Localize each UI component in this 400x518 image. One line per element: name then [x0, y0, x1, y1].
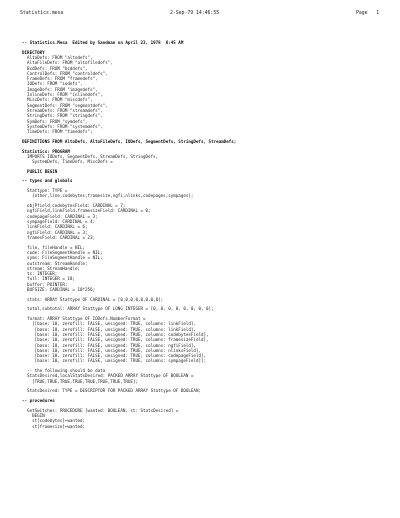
code-line: PUBLIC BEGIN [22, 168, 58, 174]
code-line: IODefs: FROM "iodefs", [22, 81, 83, 87]
code-line: linkField: CARDINAL = 6; [22, 224, 88, 230]
header-filename: Statistics.mesa [20, 11, 64, 16]
code-line: DEFINITIONS FROM AltoDefs, AltoFileDefs, IODefs, SegmentDefs, StringDefs, StreamDefs; [22, 138, 237, 144]
code-line: InlineDefs: FROM "inlinedefs", [22, 92, 103, 98]
code-line: Stattype: TYPE = [22, 188, 68, 194]
code-line: [[base: 10, zerofill: FALSE, unsigned: TRUE, columns: linkField], [22, 321, 196, 327]
code-line: SystemDefs: FROM "systemdefs", [22, 123, 103, 129]
code-line: BcdDefs: FROM "bcddefs", [22, 65, 88, 71]
code-line: StringDefs: FROM "stringdefs", [22, 113, 103, 119]
code-line: [base: 10, zerofill: FALSE, unsigned: TRUE, columns: codebytesField], [22, 331, 209, 337]
code-line: syms: FileSegmentHandle = NIL; [22, 255, 103, 261]
code-line: StatsDesired,localStatsDesired: PACKED ARRAY Stattype OF BOOLEAN = [22, 373, 194, 379]
code-line: TimeDefs: FROM "timedefs"; [22, 129, 93, 135]
source-listing [22, 40, 382, 429]
code-line: GetSwitches: PROCEDURE [wanted: BOOLEAN, st: StatsDesired] = [22, 407, 179, 413]
code-line: [base: 10, zerofill: FALSE, unsigned: TRUE, columns: codepageField], [22, 353, 207, 359]
code-line: AltoDefs: FROM "altodefs", [22, 54, 93, 60]
code-line: FrameDefs: FROM "framedefs", [22, 76, 98, 82]
code-line: total,subtotal: ARRAY Stattype OF LONG INTEGER = [0, 0, 0, 0, 0, 0, 0, 0]; [22, 306, 214, 312]
code-line: -- procedures [22, 398, 55, 404]
code-line: file, fileHandle = NIL; [22, 244, 86, 250]
code-line: buffer: POINTER; [22, 281, 68, 287]
code-line: framesField: CARDINAL = 23; [22, 234, 96, 240]
code-line: objPfield,codebytesField: CARDINAL = 7; [22, 203, 126, 209]
code-line: [base: 10, zerofill: FALSE, unsigned: TRUE, columns: linkField], [22, 326, 196, 332]
code-line: ngfiField: CARDINAL = 3; [22, 229, 88, 235]
code-line: StreamDefs: FROM "streamdefs", [22, 107, 103, 113]
code-line: [base: 10, zerofill: FALSE, unsigned: TRUE, columns: ngfiField], [22, 342, 196, 348]
code-line: -- types and globals [22, 178, 73, 184]
code-line: full: INTEGER = 18; [22, 276, 75, 282]
code-line: SystemDefs, TimeDefs, MiscDefs = [22, 159, 113, 165]
code-line: format: ARRAY Stattype OF IODefs.NumberFormat = [22, 316, 146, 322]
code-line: st[codebytes]←wanted; [22, 418, 86, 424]
code-line: [TRUE,TRUE,TRUE,TRUE,TRUE,TRUE,TRUE,TRUE]; [22, 378, 138, 384]
code-line: code: FileSegmentHandle = NIL; [22, 249, 103, 255]
code-line: codepageField: CARDINAL = 3; [22, 213, 98, 219]
code-line: IMPORTS IODefs, SegmentDefs, StreamDefs, StringDefs, [22, 153, 159, 159]
code-line: ControlDefs: FROM "controldefs", [22, 70, 108, 76]
code-line: stream: StreamHandle; [22, 265, 80, 271]
code-line: AltoFileDefs: FROM "altofiledefs", [22, 60, 113, 66]
code-line: [base: 10, zerofill: FALSE, unsigned: TRUE, columns: framesizeField], [22, 337, 209, 343]
code-line: ImageDefs: FROM "imagedefs", [22, 86, 98, 92]
code-line: ngfiField,linkField,framesizeField: CARDINAL = 0; [22, 208, 151, 214]
code-line: [base: 10, zerofill: FALSE, unsigned: TRUE, columns: sympageField]]; [22, 358, 207, 364]
code-line: BEGIN [22, 413, 45, 419]
code-line: st[framesize]←wanted; [22, 423, 86, 429]
code-line: {other,line,codebytes,framesize,ngfi,nlinks,codepages,sympages}; [22, 193, 194, 199]
code-line: DIRECTORY [22, 49, 45, 55]
code-line: SegmentDefs: FROM "segmentdefs", [22, 102, 108, 108]
code-line: stats: ARRAY Stattype OF CARDINAL = [0,0,0,0,0,0,0,0]; [22, 296, 164, 302]
code-line: sympageField: CARDINAL = 4; [22, 219, 96, 225]
code-line: SymDefs: FROM "symdefs", [22, 118, 88, 124]
code-line: StatsDesired: TYPE = DESCRIPTOR FOR PACKED ARRAY Stattype OF BOOLEAN; [22, 388, 201, 394]
header-date: 2-Sep-79 14:46:55 [170, 11, 220, 16]
code-line: -- the following should be data [22, 368, 106, 374]
code-line: -- Statistics.Mesa Edited by Sandman on April 23, 1978 6:45 AM [22, 40, 184, 45]
code-line: MiscDefs: FROM "miscdefs", [22, 97, 93, 103]
code-line: outstream: StreamHandle; [22, 260, 88, 266]
code-line: BUFSIZE: CARDINAL = 10*256; [22, 287, 96, 292]
header-page-number: Page 1 [356, 11, 380, 16]
code-line: Statistics: PROGRAM [22, 148, 70, 154]
code-line: [base: 10, zerofill: FALSE, unsigned: TRUE, columns: nlinksField], [22, 347, 201, 353]
code-line: tc: INTEGER; [22, 271, 58, 277]
